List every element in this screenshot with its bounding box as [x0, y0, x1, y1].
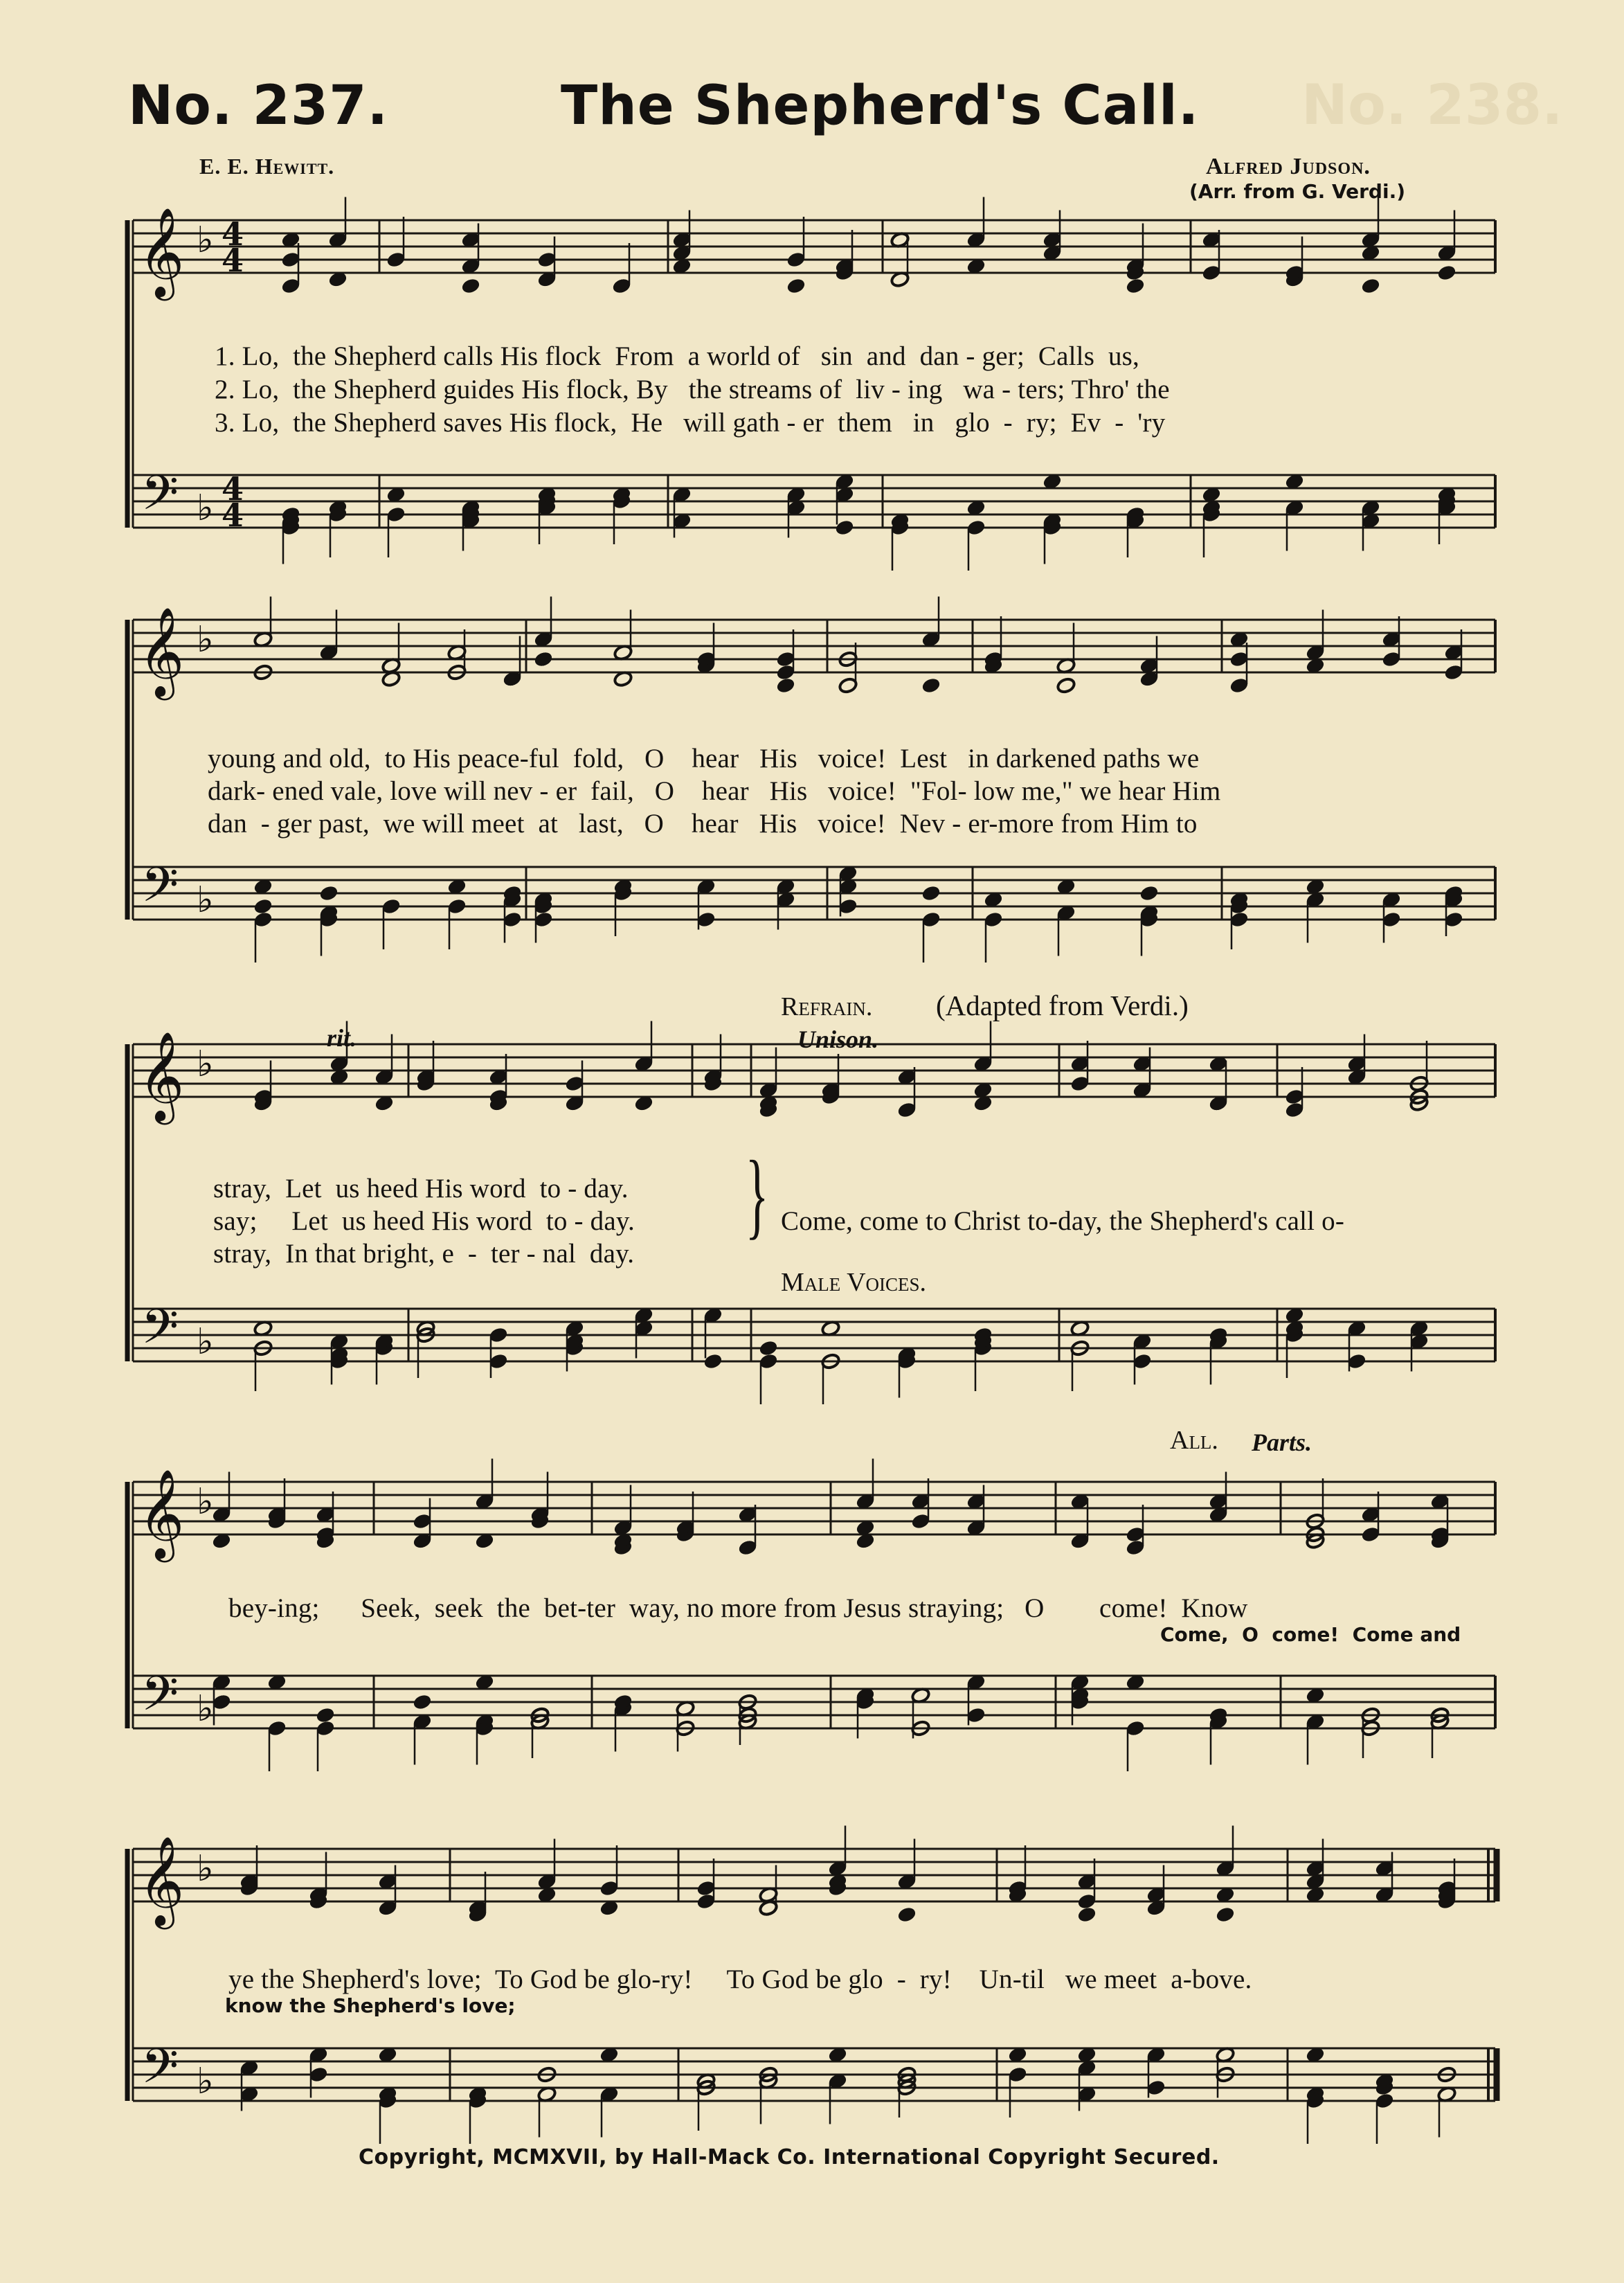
flat-sign: ♭ [197, 1481, 214, 1523]
system5-lyric: ye the Shepherd's love; To God be glo-ry! To God be glo - ry! Un-til we meet a-bove. [228, 1964, 1252, 1994]
bass-clef: 𝄢 [141, 2038, 179, 2106]
flat-sign: ♭ [197, 879, 214, 921]
system5-echo: know the Shepherd's love; [225, 1994, 516, 2017]
note-head [1216, 1906, 1236, 1924]
note-head [897, 1906, 917, 1924]
refrain-label: Refrain. [781, 992, 873, 1021]
hymn-number: No. 237. [128, 75, 389, 137]
refrain-lyric: Come, come to Christ to-day, the Shepherd's call o- [781, 1206, 1345, 1236]
treble-clef: 𝄞 [138, 1031, 185, 1121]
arrangement-credit: (Arr. from G. Verdi.) [1189, 180, 1406, 203]
flat-sign: ♭ [197, 1688, 214, 1730]
svg-text:4: 4 [222, 496, 244, 534]
flat-sign: ♭ [197, 1044, 214, 1085]
note-head [1077, 1906, 1097, 1924]
treble-clef: 𝄞 [138, 207, 185, 297]
note-head [316, 1707, 336, 1724]
note-head [319, 885, 339, 902]
system2-verse2: dark- ened vale, love will nev - er fail, O hear His voice! "Fol- low me," we hear Him [208, 776, 1221, 806]
note-head [921, 885, 941, 902]
verse-brace: } [745, 1141, 769, 1248]
note-head [413, 1694, 433, 1711]
system4-echo: Come, O come! Come and [1160, 1623, 1461, 1646]
system3-verse2-end: say; Let us heed His word to - day. [213, 1206, 635, 1236]
note-head [1361, 278, 1381, 295]
note-head [1126, 278, 1146, 295]
treble-clef: 𝄞 [138, 1469, 185, 1559]
system1-verse1: 1. Lo, the Shepherd calls His flock From a world of sin and dan - ger; Calls us, [215, 341, 1139, 371]
flat-sign: ♭ [197, 1321, 214, 1363]
hymn-title: The Shepherd's Call. [561, 75, 1200, 137]
composer-credit: Alfred Judson. [1206, 154, 1371, 179]
bleed-through-number: No. 238. [1301, 73, 1563, 137]
system1-verse2: 2. Lo, the Shepherd guides His flock, By the streams of liv - ing wa - ters; Thro' the [215, 375, 1170, 404]
copyright-notice: Copyright, MCMXVII, by Hall-Mack Co. International Copyright Secured. [359, 2145, 1220, 2169]
system2-verse1: young and old, to His peace-ful fold, O hear His voice! Lest in darkened paths we [208, 744, 1200, 773]
bass-clef: 𝄢 [141, 857, 179, 924]
note-head [534, 651, 554, 668]
svg-text:4: 4 [222, 242, 244, 279]
system1-verse3: 3. Lo, the Shepherd saves His flock, He will gath - er them in glo - ry; Ev - 'ry [215, 408, 1166, 438]
flat-sign: ♭ [197, 487, 214, 529]
note-head [776, 677, 796, 695]
bass-clef: 𝄢 [141, 465, 179, 532]
flat-sign: ♭ [197, 619, 214, 661]
parts-marking: Parts. [1252, 1429, 1312, 1456]
system3-verse3-end: stray, In that bright, e - ter - nal day. [213, 1239, 635, 1269]
treble-clef: 𝄞 [138, 607, 185, 697]
system3-verse1-end: stray, Let us heed His word to - day. [213, 1174, 629, 1203]
refrain-note: (Adapted from Verdi.) [936, 990, 1189, 1021]
time-signature: 4 [222, 215, 244, 253]
note-head [786, 278, 806, 295]
time-signature: 4 [222, 470, 244, 508]
flat-sign: ♭ [197, 2061, 214, 2102]
rit-marking: rit. [327, 1024, 357, 1052]
system2-verse3: dan - ger past, we will meet at last, O hear His voice! Nev - er-more from Him to [208, 809, 1198, 839]
system4-lyric: bey-ing; Seek, seek the bet-ter way, no more from Jesus straying; O come! Know [228, 1593, 1248, 1623]
flat-sign: ♭ [197, 1848, 214, 1890]
note-head [1056, 677, 1076, 695]
note-head [253, 898, 273, 915]
note-head [461, 278, 481, 295]
unison-marking: Unison. [797, 1026, 879, 1053]
bass-clef: 𝄢 [141, 1298, 179, 1366]
bass-clef: 𝄢 [141, 1665, 179, 1733]
author-credit: E. E. Hewitt. [199, 154, 335, 179]
flat-sign: ♭ [197, 220, 214, 261]
note-head [1139, 885, 1160, 902]
note-head [1437, 265, 1457, 282]
note-head [921, 677, 941, 695]
treble-clef: 𝄞 [138, 1836, 185, 1926]
male-voices-label: Male Voices. [781, 1268, 927, 1297]
note-head [759, 1340, 779, 1357]
all-label: All. [1170, 1426, 1218, 1455]
